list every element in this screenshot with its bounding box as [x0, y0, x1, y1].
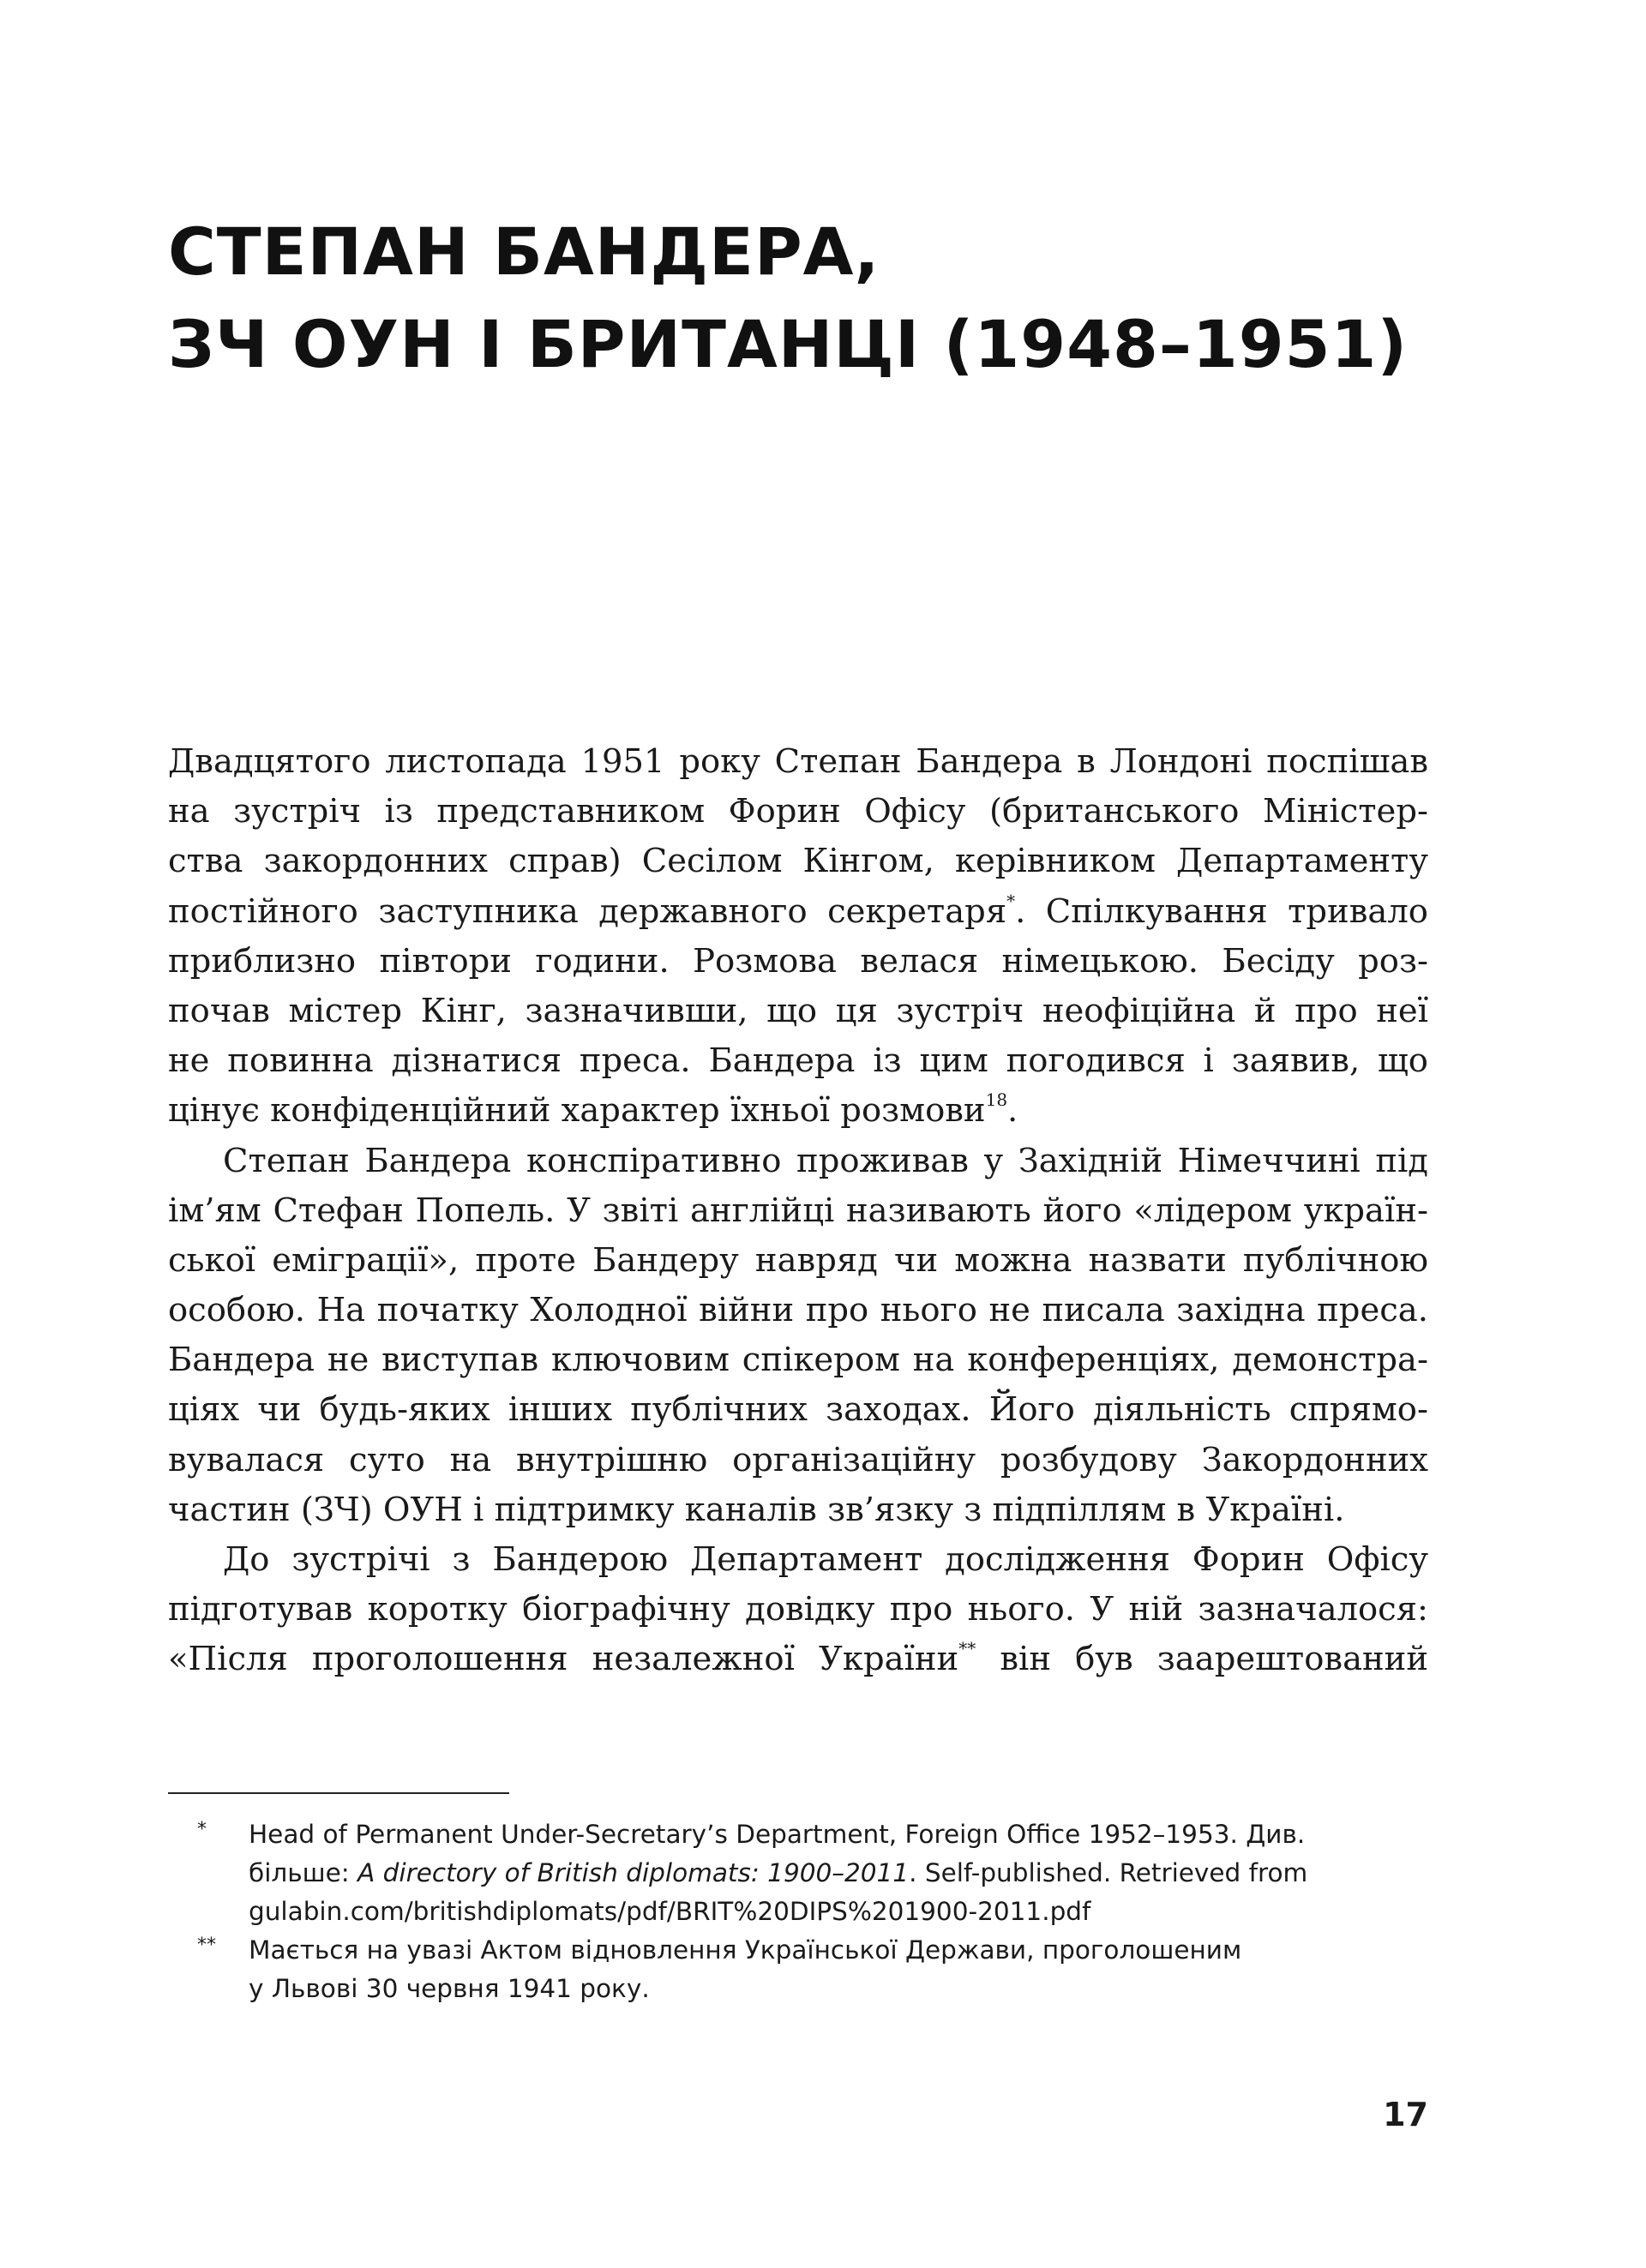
body-line [168, 1635, 1428, 1684]
footnote-line: Мається на увазі Актом відновлення Української Держави, проголошеним [249, 1935, 1242, 1965]
body-line: почав містер Кінг, зазначивши, що ця зустріч неофіційна й про неї [168, 991, 1428, 1030]
body-line: Двадцятого листопада 1951 року Степан Бандера в Лондоні поспішав [168, 742, 1428, 781]
body-line: До зустрічі з Бандерою Департамент дослідження Форин Офісу [223, 1540, 1428, 1579]
body-line: ства закордонних справ) Сесілом Кінгом, керівником Департаменту [168, 842, 1428, 881]
endnote-reference[interactable]: 18 [985, 1089, 1008, 1111]
chapter-title [168, 206, 1505, 391]
page-number: 17 [1383, 2096, 1428, 2133]
body-line: частин (ЗЧ) ОУН і підтримку каналів зв’язку з підпіллям в Україні. [168, 1490, 1345, 1529]
footnote-2 [168, 1931, 1428, 2008]
body-line: на зустріч із представником Форин Офісу (британського Міністер- [168, 792, 1428, 831]
body-line-text: він був заарештований [976, 1640, 1428, 1679]
body-line-text: «Після проголошення незалежної України [168, 1640, 959, 1679]
body-line: особою. На початку Холодної війни про нього не писала західна преса. [168, 1291, 1428, 1330]
footnote-1 [168, 1815, 1428, 1931]
body-line: підготував коротку біографічну довідку про нього. У ній зазначалося: [168, 1590, 1428, 1629]
body-line: приблизно півтори години. Розмова велася німецькою. Бесіду роз- [168, 941, 1428, 981]
footnote-line: у Львові 30 червня 1941 року. [249, 1974, 650, 2003]
body-line: ської еміграції», проте Бандеру навряд чи можна назвати публічною [168, 1240, 1428, 1280]
footnote-reference[interactable]: ** [958, 1638, 976, 1659]
body-line: вувалася суто на внутрішню організаційну розбудову Закордонних [168, 1440, 1428, 1479]
footnote-text: більше: [249, 1858, 358, 1887]
footnote-line [249, 1854, 1428, 1893]
body-line-text: . [1007, 1091, 1018, 1131]
body-line [168, 887, 1428, 937]
footnote-url[interactable]: gulabin.com/britishdiplomats/pdf/BRIT%20DIPS%201900-2011.pdf [249, 1897, 1091, 1926]
footnote-mark: ** [197, 1935, 216, 1956]
body-line: ціях чи будь-яких інших публічних заходах. Його діяльність спрямо- [168, 1390, 1428, 1430]
body-line: Степан Бандера конспіративно проживав у Західній Німеччині під [223, 1141, 1428, 1180]
footnote-citation-title: A directory of British diplomats: 1900–2011 [357, 1858, 910, 1887]
footnote-text: . Self-published. Retrieved from [909, 1858, 1308, 1887]
body-line-text: постійного заступника державного секретаря [168, 891, 1007, 931]
footnote-reference[interactable]: * [1006, 890, 1016, 911]
footnote-line: Head of Permanent Under-Secretary’s Department, Foreign Office 1952–1953. Див. [249, 1820, 1306, 1849]
body-line [168, 1086, 1428, 1136]
body-line: не повинна дізнатися преса. Бандера із цим погодився і заявив, що [168, 1041, 1428, 1081]
footnote-divider [168, 1792, 509, 1794]
body-line-text: . Спілкування тривало [1015, 891, 1428, 931]
chapter-title-line-1: СТЕПАН БАНДЕРА, [168, 213, 880, 290]
body-line: ім’ям Стефан Попель. У звіті англійці називають його «лідером україн- [168, 1191, 1428, 1230]
chapter-title-line-2: ЗЧ ОУН І БРИТАНЦІ (1948–1951) [168, 306, 1409, 382]
footnotes [168, 1815, 1428, 2008]
body-text [168, 737, 1428, 1685]
body-line-text: цінує конфіденційний характер їхньої розмови [168, 1091, 986, 1131]
body-line: Бандера не виступав ключовим спікером на конференціях, демонстра- [168, 1341, 1428, 1380]
footnote-mark: * [197, 1819, 207, 1840]
